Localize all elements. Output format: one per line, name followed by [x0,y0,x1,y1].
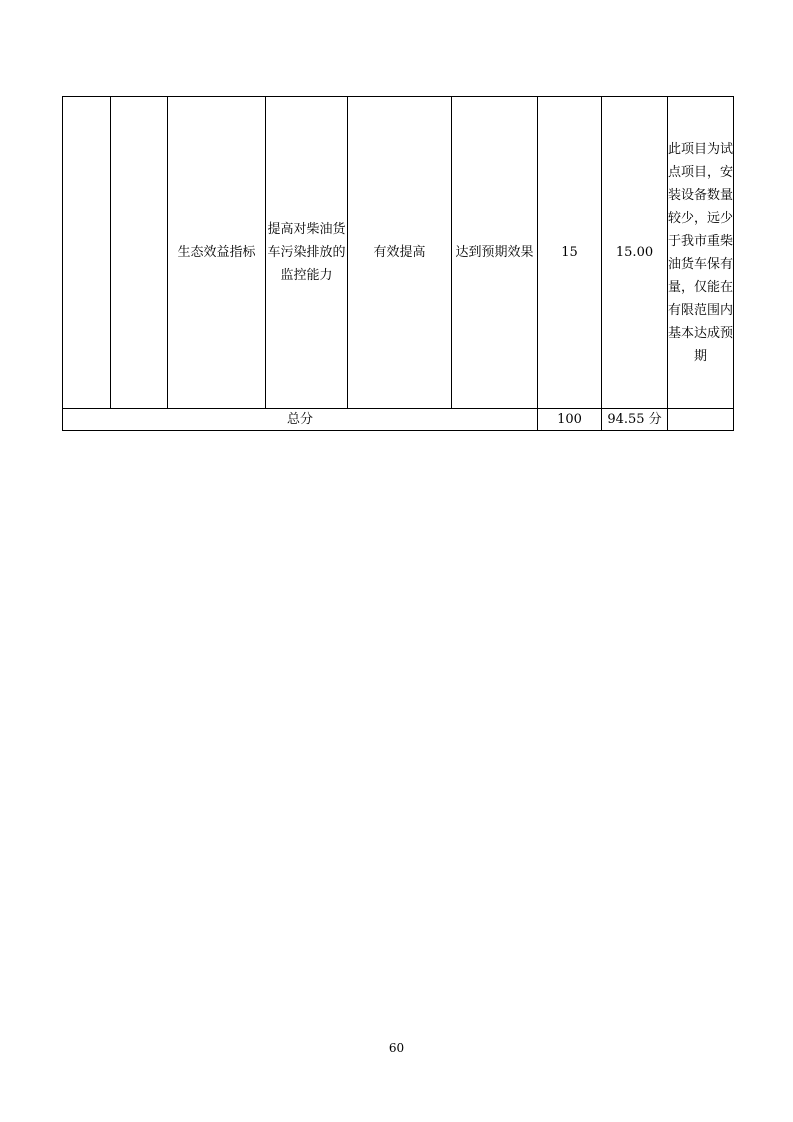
total-row [63,409,734,431]
remark-cell: 此项目为试点项目，安装设备数量较少，远少于我市重柴油货车保有量，仅能在有限范围内基本达成预期 [668,97,734,409]
table-row [63,97,734,409]
first-level-indicator-cell [63,97,111,409]
total-label-cell: 总分 [63,409,538,431]
actual-value-cell: 达到预期效果 [452,97,538,409]
total-weight-cell: 100 [538,409,602,431]
weight-cell: 15 [538,97,602,409]
total-score-cell: 94.55 分 [602,409,668,431]
page-number: 60 [388,1041,405,1055]
indicator-type-cell: 生态效益指标 [168,97,266,409]
indicator-name-cell: 提高对柴油货车污染排放的监控能力 [266,97,348,409]
performance-evaluation-table [62,96,734,431]
total-remark-cell [668,409,734,431]
second-level-indicator-cell [111,97,168,409]
target-value-cell: 有效提高 [348,97,452,409]
score-cell: 15.00 [602,97,668,409]
